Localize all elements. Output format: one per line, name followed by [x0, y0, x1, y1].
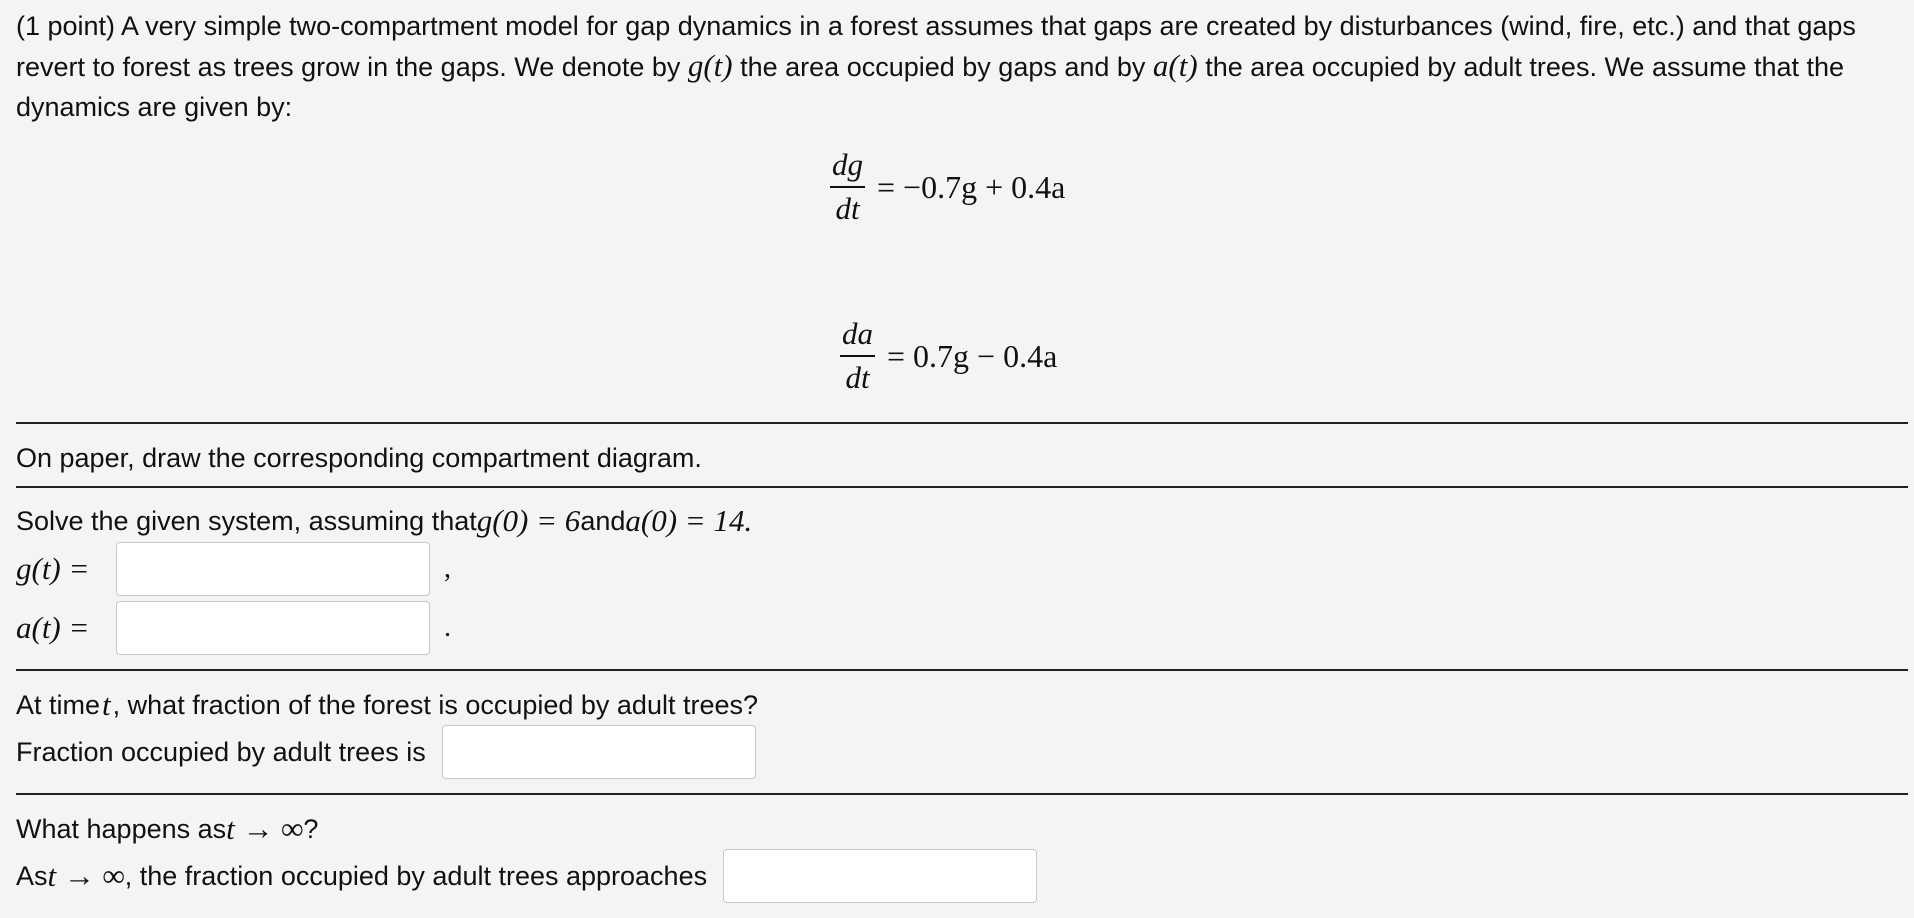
- limit-expression: t → ∞: [226, 811, 304, 846]
- intro-text-b: the area occupied by gaps and by: [732, 52, 1153, 82]
- part3-text-a: At time: [16, 689, 101, 720]
- fraction-dg-dt: [830, 146, 865, 228]
- fraction-da-dt: [840, 315, 875, 397]
- fraction-denominator: dt: [835, 191, 860, 226]
- g-answer-row: [16, 541, 451, 597]
- equation-da-dt: [840, 315, 1057, 397]
- a-of-t-label: a(t) =: [16, 610, 90, 645]
- period: .: [444, 612, 451, 643]
- part4-text-b: ?: [303, 813, 319, 844]
- equation-rhs: = −0.7g + 0.4a: [877, 168, 1066, 205]
- part4-text-a: What happens as: [16, 813, 227, 844]
- fraction-answer-row: [16, 724, 756, 780]
- a-of-t-answer-field[interactable]: [116, 601, 430, 655]
- comma: ,: [444, 553, 451, 584]
- intro-text-a: (1 point) A very simple two-compartment model for gap dynamics in a forest assumes that gaps are created by disturbances (wind, fire, etc.) and that gaps revert to forest as trees grow in the gaps. We denote by: [16, 11, 1856, 82]
- fraction-bar: [840, 355, 875, 357]
- part2-and: and: [580, 505, 626, 536]
- a-answer-row: [16, 600, 451, 656]
- part3-text-b: , what fraction of the forest is occupied by adult trees?: [112, 689, 759, 720]
- divider: [16, 422, 1908, 424]
- intro-a-of-t: a(t): [1152, 48, 1198, 83]
- limit-label-a: As: [16, 860, 48, 891]
- equation-dg-dt: [830, 146, 1065, 228]
- g-of-t-answer-field[interactable]: [116, 542, 430, 596]
- part4-question: [16, 808, 318, 850]
- limit-label-b: , the fraction occupied by adult trees approaches: [124, 860, 708, 891]
- divider: [16, 793, 1908, 795]
- part2-text: Solve the given system, assuming that: [16, 505, 477, 536]
- equation-rhs: = 0.7g − 0.4a: [887, 337, 1058, 374]
- part2-question: [16, 500, 752, 542]
- initial-condition-g: g(0) = 6: [476, 503, 581, 538]
- initial-condition-a: a(0) = 14.: [625, 503, 753, 538]
- divider: [16, 486, 1908, 488]
- fraction-label: Fraction occupied by adult trees is: [16, 736, 426, 767]
- fraction-denominator: dt: [845, 360, 870, 395]
- limit-expression: t → ∞: [47, 858, 125, 893]
- intro-text-c: the area occupied by adult trees. We assume that the dynamics are given by:: [16, 52, 1845, 122]
- g-of-t-label: g(t) =: [16, 551, 90, 586]
- fraction-numerator: dg: [832, 147, 863, 182]
- limit-answer-field[interactable]: [723, 849, 1037, 903]
- divider: [16, 669, 1908, 671]
- fraction-answer-field[interactable]: [442, 725, 756, 779]
- time-variable: t: [102, 687, 111, 722]
- fraction-bar: [830, 186, 865, 188]
- part3-question: [16, 684, 758, 726]
- limit-answer-row: [16, 848, 1037, 904]
- problem-intro: [16, 6, 1908, 127]
- intro-g-of-t: g(t): [687, 48, 733, 83]
- fraction-numerator: da: [842, 316, 873, 351]
- part1-instruction: On paper, draw the corresponding compartment diagram.: [16, 442, 702, 473]
